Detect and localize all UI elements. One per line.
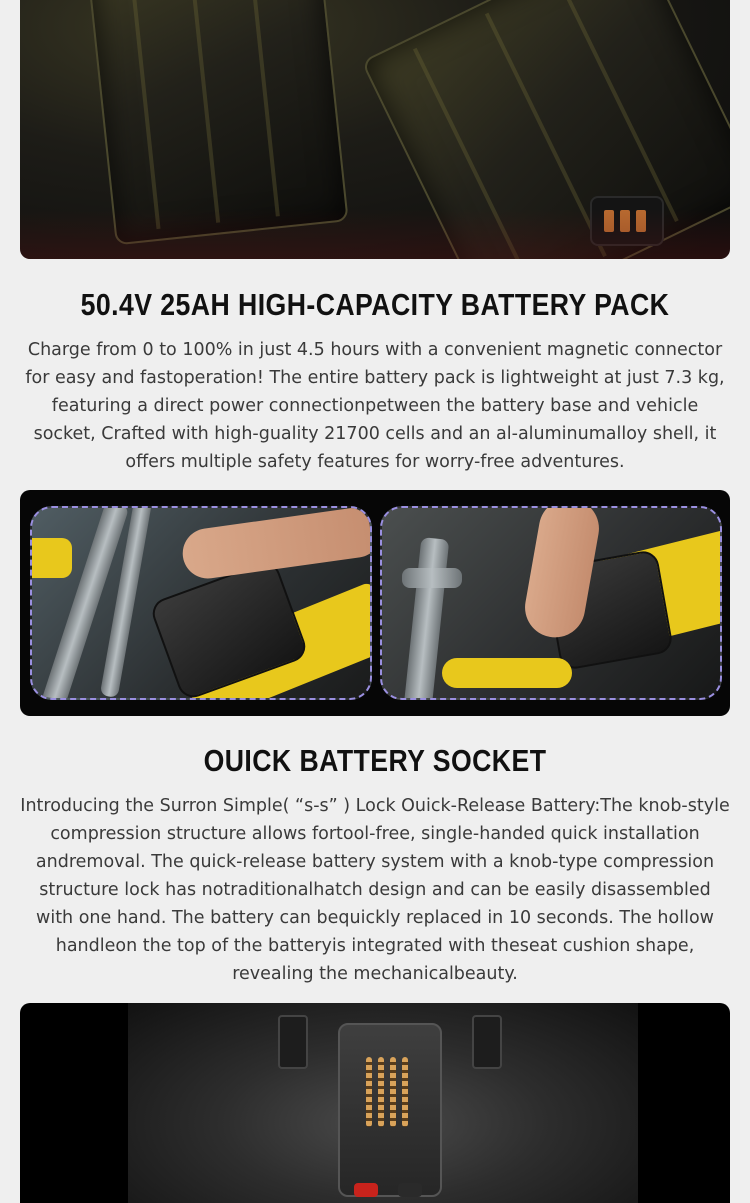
battery-socket-photo: [20, 1003, 730, 1203]
battery-pack-description: Charge from 0 to 100% in just 4.5 hours with a convenient magnetic connector for easy and fastoperation! The entire battery pack is lightweight at just 7.3 kg, featuring a direct power connectionpetween the battery base and vehicle socket, Crafted with high-guality 21700 cells and an al-aluminumalloy shell, it offers multiple safety features for worry-free adventures.: [25, 340, 725, 472]
battery-socket-description: Introducing the Surron Simple( “s-s” ) Lock Ouick-Release Battery:The knob-style compression structure allows fortool-free, single-handed quick installation andremoval. The quick-release battery system with a knob-type compression structure lock has notraditionalhatch design and can be easily disassembled with one hand. The battery can bequickly replaced in 10 seconds. The hollow handleon the top of the batteryis integrated with theseat cushion shape, revealing the mechanicalbeauty.: [20, 796, 730, 984]
battery-install-photos: [20, 490, 730, 716]
battery-pack-photo: [20, 0, 730, 259]
battery-pack-heading: 50.4V 25AH HIGH-CAPACITY BATTERY PACK: [80, 287, 670, 322]
battery-install-photo-1: [30, 506, 372, 700]
socket-plate: [338, 1023, 442, 1197]
battery-install-photo-2: [380, 506, 722, 700]
battery-socket-heading: OUICK BATTERY SOCKET: [203, 743, 547, 778]
